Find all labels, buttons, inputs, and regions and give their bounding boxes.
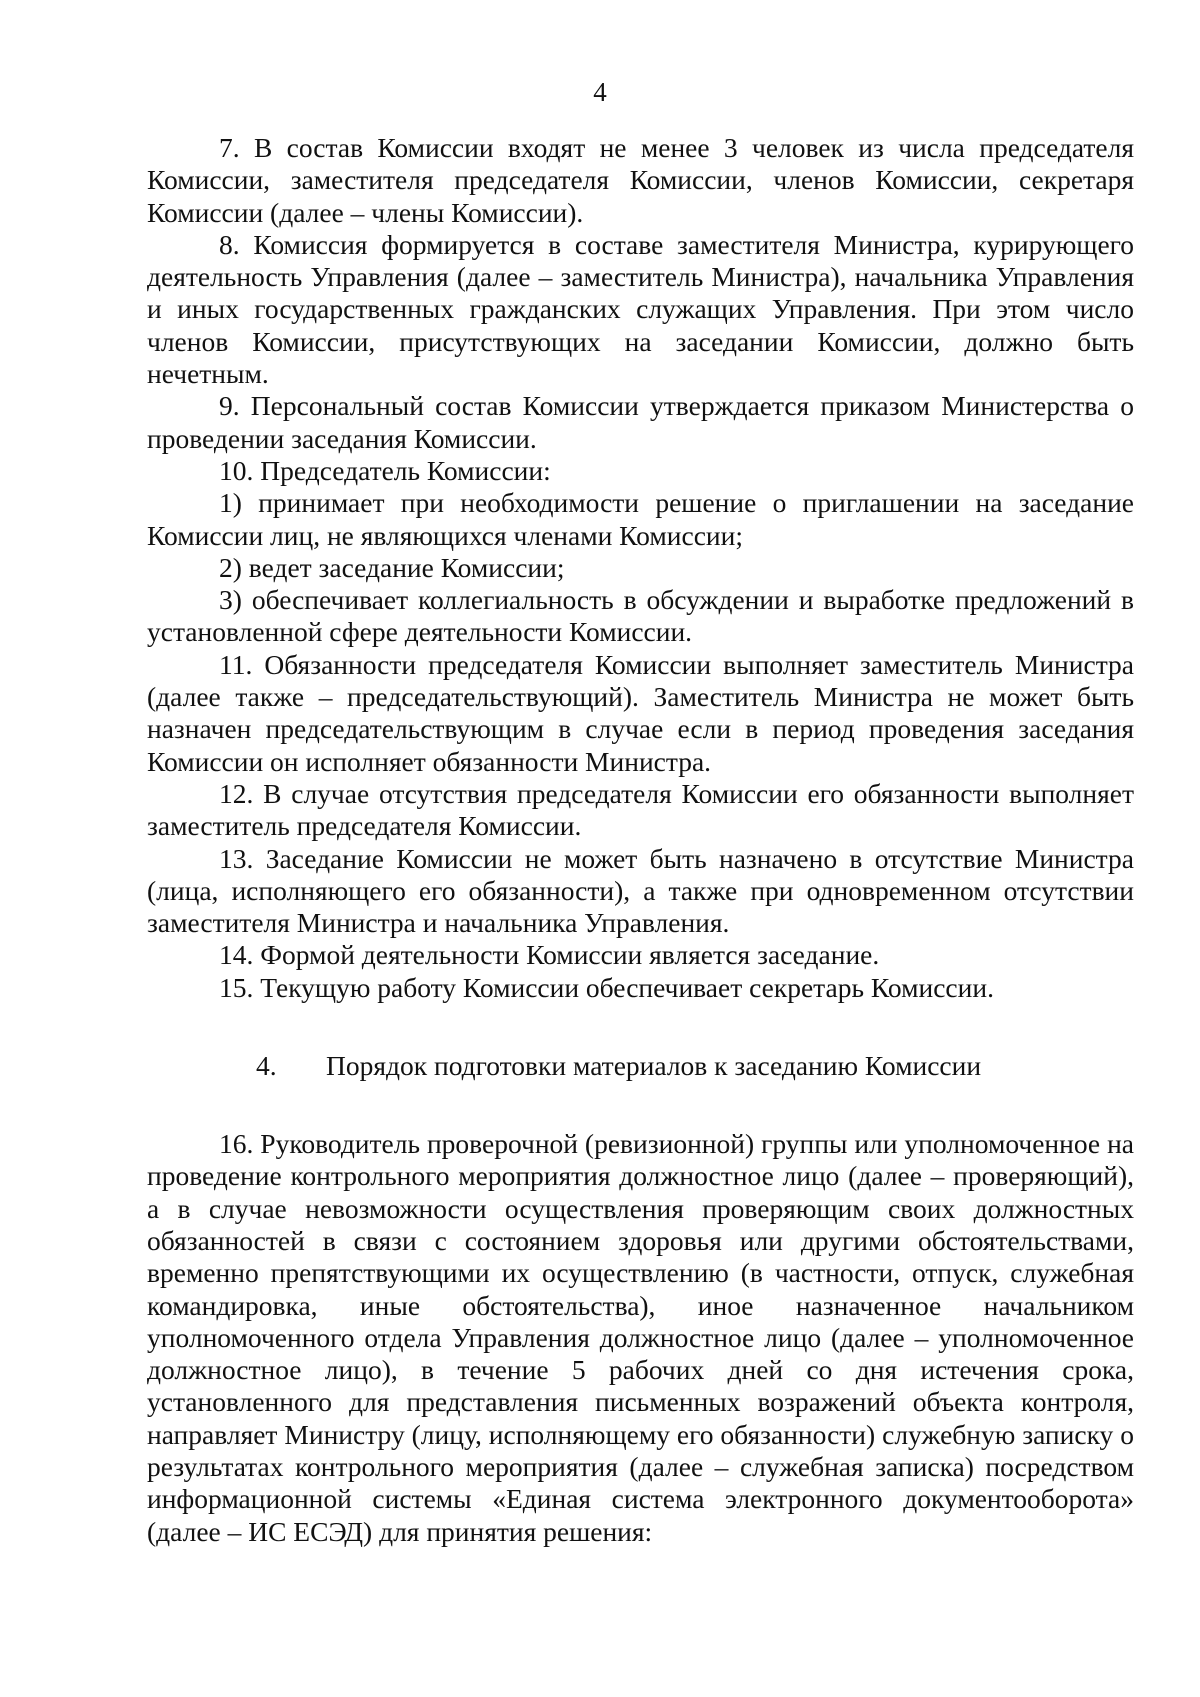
list-item-10-1: 1) принимает при необходимости решение о приглашении на заседание Комиссии лиц, не являющихся членами Комиссии;: [147, 487, 1134, 551]
paragraph-16: 16. Руководитель проверочной (ревизионной) группы или уполномоченное на проведение контрольного мероприятия должностное лицо (далее – проверяющий), а в случае невозможности осуществления проверяющим своих должностных обязанностей в связи с состоянием здоровья или другими обстоятельствами, временно препятствующими их осуществлению (в частности, отпуск, служебная командировка, иные обстоятельства), иное назначенное начальником уполномоченного отдела Управления должностное лицо (далее – уполномоченное должностное лицо), в течение 5 рабочих дней со дня истечения срока, установленного для представления письменных возражений объекта контроля, направляет Министру (лицу, исполняющему его обязанности) служебную записку о результатах контрольного мероприятия (далее – служебная записка) посредством информационной системы «Единая система электронного документооборота» (далее – ИС ЕСЭД) для принятия решения:: [147, 1128, 1134, 1547]
paragraph-7: 7. В состав Комиссии входят не менее 3 человек из числа председателя Комиссии, заместителя председателя Комиссии, членов Комиссии, секретаря Комиссии (далее – члены Комиссии).: [147, 132, 1134, 228]
page-number: 4: [593, 77, 607, 107]
document-body: [147, 132, 1134, 1548]
list-item-10-3: 3) обеспечивает коллегиальность в обсуждении и выработке предложений в установленной сфере деятельности Комиссии.: [147, 584, 1134, 648]
section-heading: [147, 1050, 1134, 1082]
paragraph-13: 13. Заседание Комиссии не может быть назначено в отсутствие Министра (лица, исполняющего его обязанности), а также при одновременном отсутствии заместителя Министра и начальника Управления.: [147, 842, 1134, 939]
section-heading-number: 4.: [256, 1050, 277, 1082]
paragraph-15: 15. Текущую работу Комиссии обеспечивает секретарь Комиссии.: [219, 971, 994, 1003]
paragraph-9: 9. Персональный состав Комиссии утверждается приказом Министерства о проведении заседания Комиссии.: [147, 390, 1134, 454]
list-item-10-2: 2) ведет заседание Комиссии;: [219, 551, 565, 583]
paragraph-8: 8. Комиссия формируется в составе заместителя Министра, курирующего деятельность Управления (далее – заместитель Министра), начальника Управления и иных государственных гражданских служащих Управления. При этом число членов Комиссии, присутствующих на заседании Комиссии, должно быть нечетным.: [147, 228, 1134, 390]
paragraph-12: 12. В случае отсутствия председателя Комиссии его обязанности выполняет заместитель председателя Комиссии.: [147, 777, 1134, 842]
paragraph-11: 11. Обязанности председателя Комиссии выполняет заместитель Министра (далее также – председательствующий). Заместитель Министра не может быть назначен председательствующим в случае если в период проведения заседания Комиссии он исполняет обязанности Министра.: [147, 648, 1134, 777]
paragraph-14: 14. Формой деятельности Комиссии является заседание.: [219, 939, 880, 971]
paragraph-10: 10. Председатель Комиссии:: [219, 454, 551, 486]
section-heading-title: Порядок подготовки материалов к заседанию Комиссии: [326, 1050, 982, 1082]
